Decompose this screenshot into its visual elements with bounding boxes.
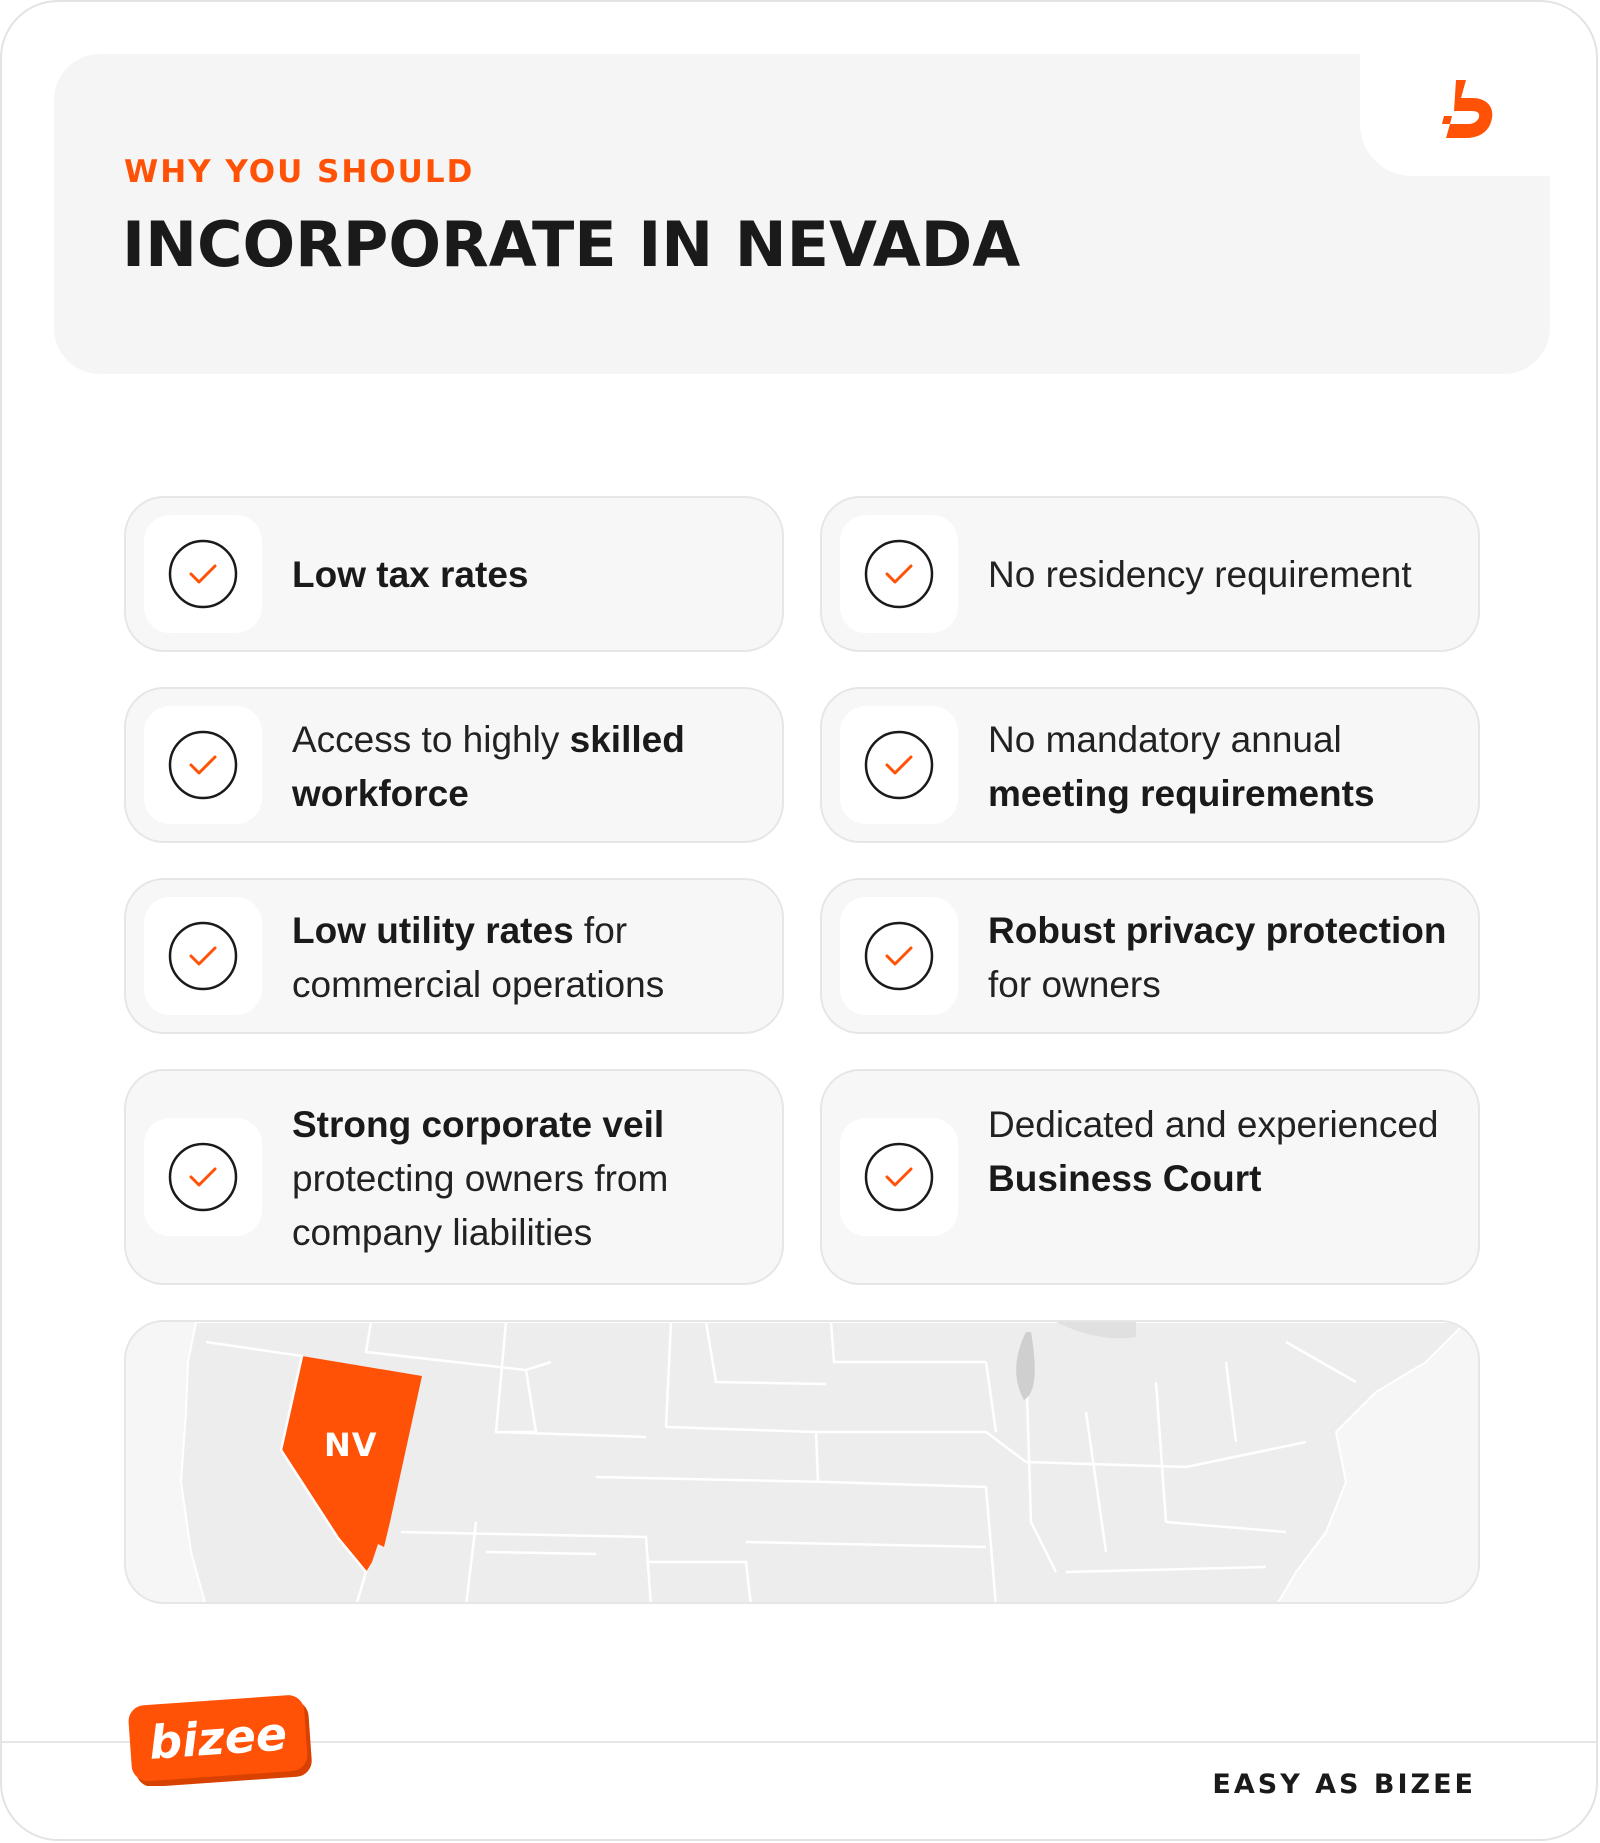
feature-text-regular: for owners — [988, 964, 1161, 1005]
feature-card-low-tax — [124, 496, 784, 652]
tagline: EASY AS BIZEE — [1212, 1769, 1476, 1800]
feature-text-regular: No mandatory annual — [988, 719, 1342, 760]
eyebrow-text: WHY YOU SHOULD — [124, 154, 475, 190]
check-tile — [144, 1118, 262, 1236]
brand-wordmark: bizee — [147, 1706, 289, 1770]
check-tile — [840, 515, 958, 633]
feature-text-regular: Access to highly — [292, 719, 570, 760]
feature-text — [292, 713, 762, 821]
feature-text — [988, 713, 1458, 821]
bizee-logo — [126, 1692, 314, 1786]
feature-text-bold: meeting requirements — [988, 773, 1375, 814]
feature-text — [292, 904, 762, 1012]
check-circle-icon — [863, 538, 935, 610]
check-circle-icon — [863, 729, 935, 801]
check-tile — [840, 1118, 958, 1236]
feature-text-bold: Strong corporate veil — [292, 1104, 665, 1145]
feature-card-privacy — [820, 878, 1480, 1034]
check-tile — [840, 897, 958, 1015]
feature-card-corporate-veil — [124, 1069, 784, 1285]
check-circle-icon — [863, 1141, 935, 1213]
feature-text-regular: for commercial operations — [292, 910, 665, 1005]
feature-text-regular: No residency requirement — [988, 554, 1412, 595]
feature-text-bold: skilled workforce — [292, 719, 685, 814]
bizee-b-icon — [1442, 76, 1498, 142]
feature-text — [292, 1098, 762, 1260]
feature-text — [292, 548, 762, 602]
feature-text — [988, 904, 1458, 1012]
feature-card-utility — [124, 878, 784, 1034]
feature-text-bold: Robust privacy protection — [988, 910, 1447, 951]
feature-text — [988, 548, 1458, 602]
feature-text-bold: Business Court — [988, 1158, 1262, 1199]
check-circle-icon — [863, 920, 935, 992]
feature-text — [988, 1098, 1458, 1206]
feature-text-regular: protecting owners from company liabilities — [292, 1158, 669, 1253]
feature-text-bold: Low tax rates — [292, 554, 529, 595]
check-tile — [840, 706, 958, 824]
nevada-label: NV — [324, 1426, 378, 1464]
check-tile — [144, 515, 262, 633]
check-tile — [144, 706, 262, 824]
feature-card-business-court — [820, 1069, 1480, 1285]
check-circle-icon — [167, 538, 239, 610]
page-title: INCORPORATE IN NEVADA — [122, 208, 1021, 281]
feature-text-regular: Dedicated and experienced — [988, 1104, 1439, 1145]
feature-card-no-meetings — [820, 687, 1480, 843]
check-circle-icon — [167, 1141, 239, 1213]
feature-card-workforce — [124, 687, 784, 843]
check-tile — [144, 897, 262, 1015]
check-circle-icon — [167, 920, 239, 992]
check-circle-icon — [167, 729, 239, 801]
feature-card-no-residency — [820, 496, 1480, 652]
feature-text-bold: Low utility rates — [292, 910, 574, 951]
